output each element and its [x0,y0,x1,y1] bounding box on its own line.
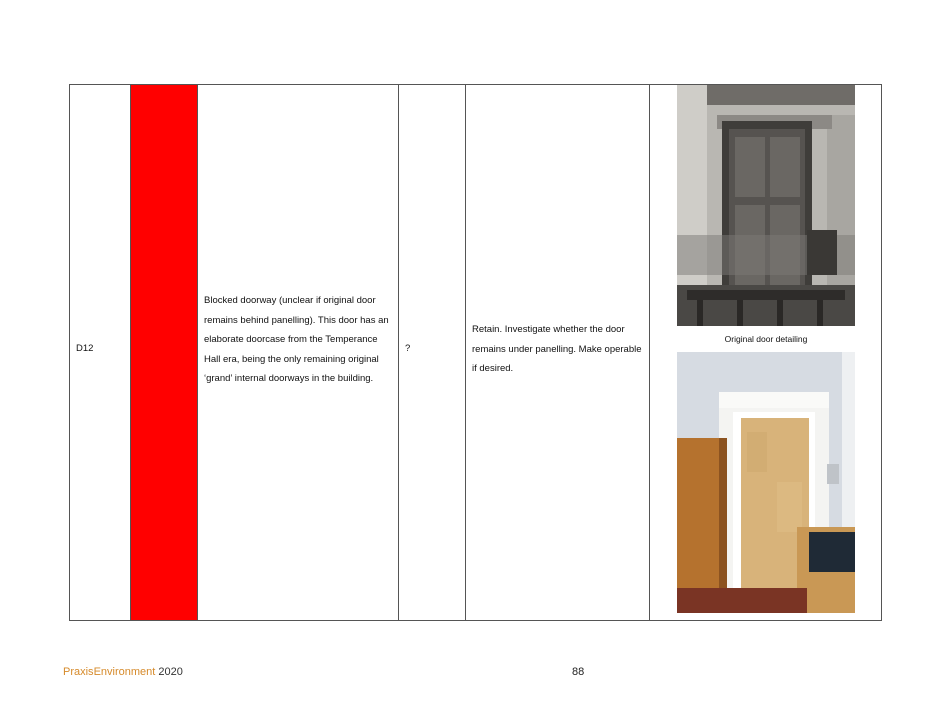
footer-year: 2020 [158,666,183,678]
recommendation-cell [466,85,650,620]
assessment-table [69,84,882,621]
blocked-doorway-photo [677,352,855,613]
page-number: 88 [572,666,585,678]
status-color-cell [131,85,198,620]
footer-brand [63,666,183,678]
significance-cell [399,85,466,620]
historic-door-photo [677,85,855,326]
item-significance: ? [405,343,411,354]
item-description: Blocked doorway (unclear if original door remains behind panelling). This door has an elaborate doorcase from the Temperance Hall era, being the only remaining original ‘grand’ internal doorways in the building. [204,295,389,384]
id-cell [70,85,131,620]
photos-cell [650,85,882,620]
brand-praxis: Praxis [63,666,94,678]
photo-caption: Original door detailing [724,334,808,344]
item-id: D12 [76,343,94,354]
brand-environment: Environment [93,666,156,678]
description-cell [198,85,399,620]
item-recommendation: Retain. Investigate whether the door remains under panelling. Make operable if desired. [472,324,642,374]
